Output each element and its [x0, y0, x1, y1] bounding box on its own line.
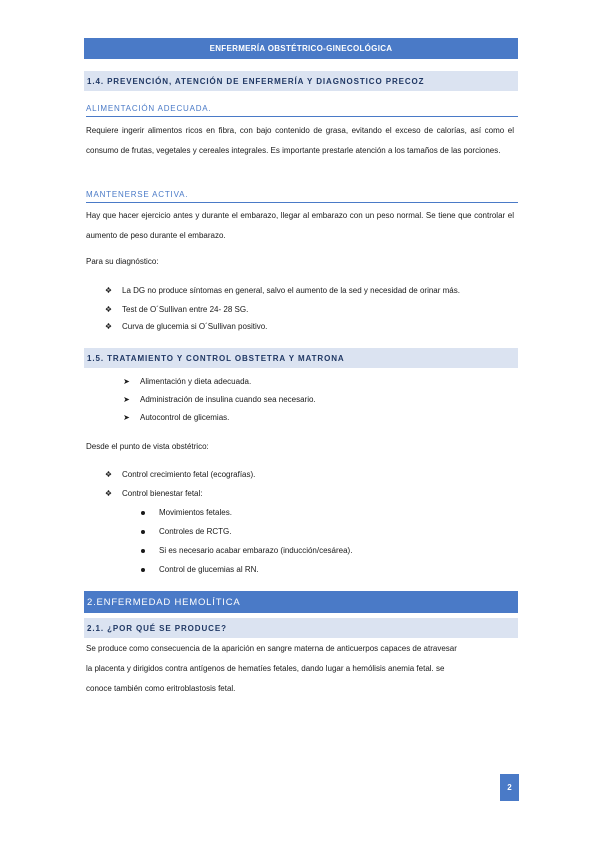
page-header — [84, 38, 518, 59]
paragraph-line: Se produce como consecuencia de la aparición en sangre materna de anticuerpos capaces de atravesar — [86, 644, 457, 653]
section-heading-1-4: 1.4. PREVENCIÓN, ATENCIÓN DE ENFERMERÍA Y DIAGNOSTICO PRECOZ — [84, 71, 518, 91]
section-heading-2: 2.ENFERMEDAD HEMOLÍTICA — [84, 591, 518, 613]
section-heading-1-5: 1.5. TRATAMIENTO Y CONTROL OBSTETRA Y MATRONA — [84, 348, 518, 368]
diamond-bullet-icon: ❖ — [104, 322, 113, 331]
dot-bullet-icon — [141, 549, 145, 553]
arrow-bullet-icon: ➤ — [123, 377, 130, 386]
obstetrico-intro: Desde el punto de vista obstétrico: — [86, 442, 209, 451]
list-item: Si es necesario acabar embarazo (inducción/cesárea). — [141, 546, 352, 555]
diamond-bullet-icon: ❖ — [104, 286, 113, 295]
diamond-bullet-icon: ❖ — [104, 305, 113, 314]
paragraph-line: la placenta y dirigidos contra antígenos de hematíes fetales, dando lugar a hemólisis anemia fetal. se — [86, 664, 445, 673]
page-number: 2 — [500, 774, 519, 801]
section-heading-2-1: 2.1. ¿POR QUÉ SE PRODUCE? — [84, 618, 518, 638]
list-item: ❖ Curva de glucemia si O´Sullivan positivo. — [104, 322, 268, 331]
list-item: ➤ Alimentación y dieta adecuada. — [123, 377, 252, 386]
diagnostico-intro: Para su diagnóstico: — [86, 257, 159, 266]
list-item: ➤ Autocontrol de glicemias. — [123, 413, 230, 422]
list-item: Movimientos fetales. — [141, 508, 232, 517]
arrow-bullet-icon: ➤ — [123, 395, 130, 404]
paragraph-alimentacion: Requiere ingerir alimentos ricos en fibra, con bajo contenido de grasa, evitando el exceso de calorías, así como el consumo de frutas, vegetales y cereales integrales. Es importante prestarle atención a los tamaños de las porciones. — [86, 126, 514, 155]
list-item: ➤ Administración de insulina cuando sea necesario. — [123, 395, 316, 404]
paragraph-activa: Hay que hacer ejercicio antes y durante el embarazo, llegar al embarazo con un peso normal. Se tiene que controlar el aumento de peso durante el embarazo. — [86, 211, 514, 240]
dot-bullet-icon — [141, 530, 145, 534]
list-item: ❖ La DG no produce síntomas en general, salvo el aumento de la sed y necesidad de orinar más. — [104, 286, 460, 295]
diamond-bullet-icon: ❖ — [104, 489, 113, 498]
list-item: Controles de RCTG. — [141, 527, 231, 536]
list-item: Control de glucemias al RN. — [141, 565, 259, 574]
list-item: ❖ Test de O´Sullivan entre 24- 28 SG. — [104, 305, 249, 314]
list-item: ❖ Control crecimiento fetal (ecografías). — [104, 470, 256, 479]
dot-bullet-icon — [141, 568, 145, 572]
list-item: ❖ Control bienestar fetal: — [104, 489, 203, 498]
dot-bullet-icon — [141, 511, 145, 515]
arrow-bullet-icon: ➤ — [123, 413, 130, 422]
diamond-bullet-icon: ❖ — [104, 470, 113, 479]
subheading-alimentacion: ALIMENTACIÓN ADECUADA. — [86, 104, 518, 117]
paragraph-line: conoce también como eritroblastosis fetal. — [86, 684, 236, 693]
subheading-activa: MANTENERSE ACTIVA. — [86, 190, 518, 203]
page-header-title: ENFERMERÍA OBSTÉTRICO-GINECOLÓGICA — [209, 44, 393, 53]
